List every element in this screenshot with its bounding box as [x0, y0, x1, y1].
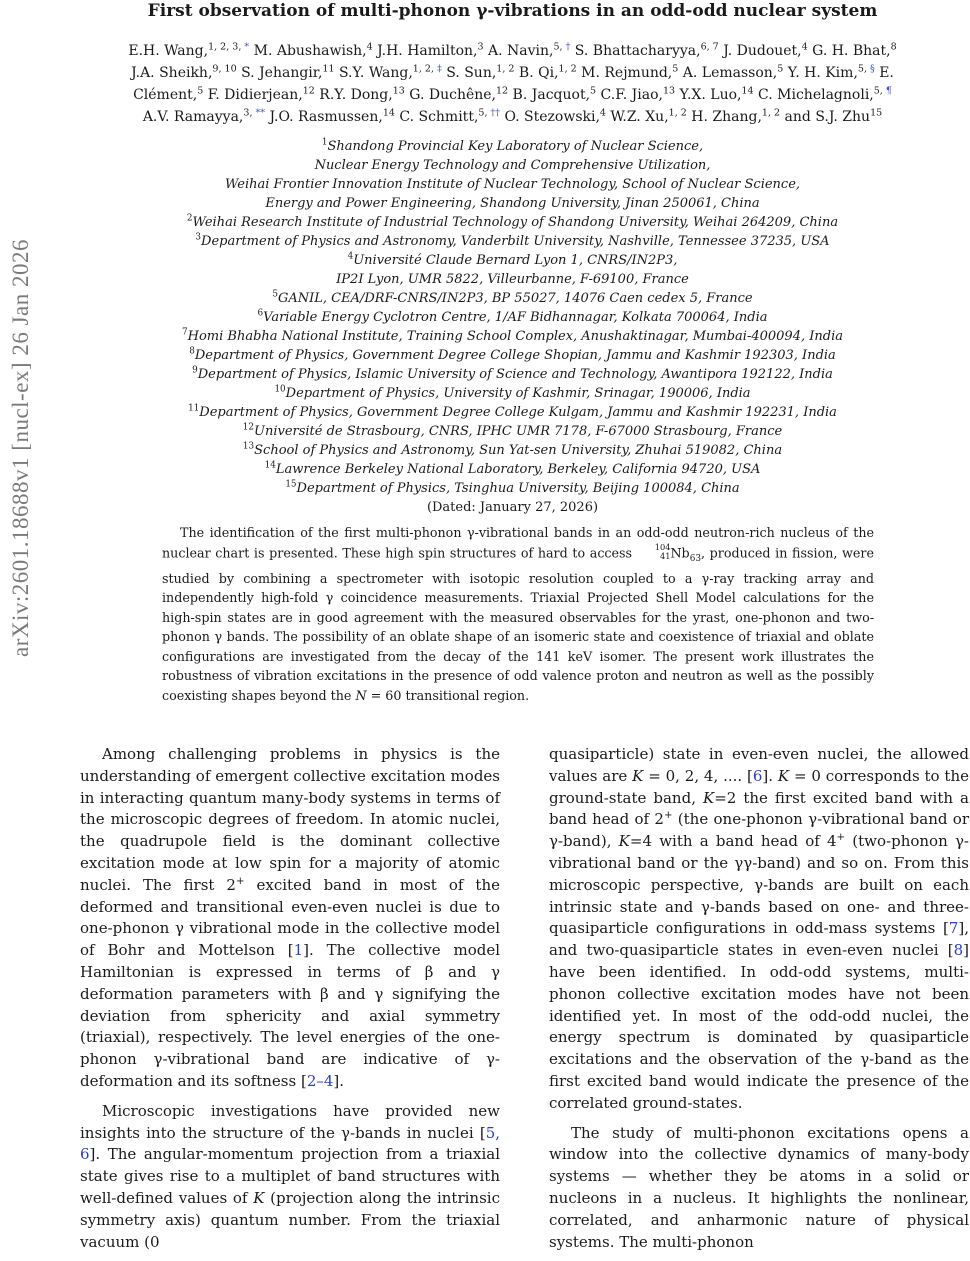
author-line: J.A. Sheikh,$^{9, 10}$ S. Jehangir,$^{11}$ S.Y. Wang,$^{1, 2, \ddagger}$ S. Sun,$^{1, 2}$ B. Qi,$^{1, 2}$ M. Rejmund,$^5$ A. Lemasson,$^5$ Y. H. Kim,$^{5, \S}$ E. [131, 63, 894, 81]
author-line: A.V. Ramayya,$^{3, **}$ J.O. Rasmussen,$^{14}$ C. Schmitt,$^{5, \dagger\dagger}$ O. Stezowski,$^4$ W.Z. Xu,$^{1, 2}$ H. Zhang,$^{1, 2}$ and S.J. Zhu$^{15}$ [142, 107, 883, 125]
affiliation-line: $^2$Weihai Research Institute of Industrial Technology of Shandong University, Weihai 264209, China [186, 213, 839, 230]
arxiv-identifier: arXiv:2601.18688v1 [nucl-ex] 26 Jan 2026 [8, 239, 33, 657]
affiliation-line: Nuclear Energy Technology and Comprehensive Utilization, [314, 158, 711, 173]
abstract: The identification of the first multi-phonon γ-vibrational bands in an odd-odd neutron-rich nucleus of the nuclear chart is presented. These high spin structures of hard to access 104 41 $Nb_{63}$, produced in fission, were studied by combining a spectrometer with isotopic resolution coupled to a γ-ray tracking array and independently high-fold γ coincidence measurements. Triaxial Projected Shell Model calculations for the high-spin states are in good agreement with the measured observables for the yrast, one-phonon and two-phonon γ bands. The possibility of an oblate shape of an isomeric state and coexistence of triaxial and oblate configurations are investigated from the decay of the 141 keV isomer. The present work illustrates the robustness of vibration excitations in the presence of odd valence proton and neutron as well as the possibly coexisting shapes beyond the N = 60 transitional region. [162, 525, 874, 703]
body-paragraph: quasiparticle) state in even-even nuclei, the allowed values are K = 0, 2, 4, .... [6]. K = 0 corresponds to the ground-state band, K=2 the first excited band with a band head of 2+ (the one-phonon γ-vibrational band or γ-band), K=4 with a band head of 4+ (two-phonon γ-vibrational band or the γγ-band) and so on. From this microscopic perspective, γ-bands are built on each intrinsic state and γ-bands based on one- and three- quasiparticle configurations in odd-mass systems [7], and two-quasiparticle states in even-even nuclei [8] have been identified. In odd-odd systems, multi-phonon collective excitation modes have not been identified yet. In most of the odd-odd nuclei, the energy spectrum is dominated by quasiparticle excitations and the observation of the γ-band as the first excited band would indicate the presence of the correlated ground-states. [549, 745, 969, 1112]
affiliation-line: $^9$Department of Physics, Islamic University of Science and Technology, Awantipora 192122, India [192, 365, 833, 382]
affiliation-line: Energy and Power Engineering, Shandong University, Jinan 250061, China [265, 196, 760, 211]
body-column-left [80, 744, 500, 1261]
affiliation-line: $^1$Shandong Provincial Key Laboratory of Nuclear Science, [321, 137, 704, 154]
body-paragraph: The study of multi-phonon excitations opens a window into the collective dynamics of many-body systems — whether they be atoms in a solid or nucleons in a nucleus. It highlights the nonlinear, correlated, and anharmonic nature of physical systems. The multi-phonon [549, 1123, 969, 1251]
affiliation-line: $^{14}$Lawrence Berkeley National Laboratory, Berkeley, California 94720, USA [264, 460, 761, 477]
author-list [60, 40, 965, 128]
affiliation-line: $^6$Variable Energy Cyclotron Centre, 1/AF Bidhannagar, Kolkata 700064, India [257, 308, 768, 325]
affiliation-line: $^3$Department of Physics and Astronomy, Vanderbilt University, Nashville, Tennessee 37235, USA [195, 232, 830, 249]
affiliation-line: $^{12}$Université de Strasbourg, CNRS, IPHC UMR 7178, F-67000 Strasbourg, France [242, 422, 783, 439]
affiliation-line: $^{13}$School of Physics and Astronomy, Sun Yat-sen University, Zhuhai 519082, China [242, 441, 783, 458]
body-paragraph: Among challenging problems in physics is the understanding of emergent collective excitation modes in interacting quantum many-body systems in terms of the microscopic degrees of freedom. In atomic nuclei, the quadrupole field is the dominant collective excitation mode at low spin for a majority of atomic nuclei. The first 2+ excited band in most of the deformed and transitional even-even nuclei is due to one-phonon γ vibrational mode in the collective model of Bohr and Mottelson [1]. The collective model Hamiltonian is expressed in terms of β and γ deformation parameters with β and γ signifying the deviation from sphericity and axial symmetry (triaxial), respectively. The level energies of the one-phonon γ-vibrational band are indicative of γ-deformation and its softness [2–4]. [80, 745, 501, 1090]
body-paragraph: Microscopic investigations have provided new insights into the structure of the γ-bands in nuclei [5, 6]. The angular-momentum projection from a triaxial state gives rise to a multiplet of band structures with well-defined values of K (projection along the intrinsic symmetry axis) quantum number. From the triaxial vacuum (0 [80, 1101, 500, 1251]
affiliation-line: $^{15}$Department of Physics, Tsinghua University, Beijing 100084, China [285, 479, 740, 496]
affiliation-line: $^{10}$Department of Physics, University of Kashmir, Srinagar, 190006, India [274, 384, 751, 401]
affiliation-line: $^7$Homi Bhabha National Institute, Training School Complex, Anushaktinagar, Mumbai-400094, India [182, 327, 843, 344]
paper-title: First observation of multi-phonon γ-vibrations in an odd-odd nuclear system [147, 1, 878, 21]
affiliation-line: $^{11}$Department of Physics, Government Degree College Kulgam, Jammu and Kashmir 192231, India [188, 403, 837, 420]
affiliation-line: $^5$GANIL, CEA/DRF-CNRS/IN2P3, BP 55027, 14076 Caen cedex 5, France [272, 289, 753, 306]
affiliation-line: $^4$Université Claude Bernard Lyon 1, CNRS/IN2P3, [347, 251, 678, 268]
dated-line: (Dated: January 27, 2026) [426, 500, 599, 515]
affiliation-line: Weihai Frontier Innovation Institute of Nuclear Technology, School of Nuclear Science, [224, 177, 801, 192]
affiliation-list [60, 137, 965, 517]
arxiv-sidebar [2, 239, 40, 657]
body-column-right [549, 744, 969, 1261]
author-line: Clément,$^5$ F. Didierjean,$^{12}$ R.Y. Dong,$^{13}$ G. Duchêne,$^{12}$ B. Jacquot,$^5$ C.F. Jiao,$^{13}$ Y.X. Luo,$^{14}$ C. Michelagnoli,$^{5, \P}$ [133, 85, 892, 103]
affiliation-lines [60, 137, 965, 498]
affiliation-line: $^8$Department of Physics, Government Degree College Shopian, Jammu and Kashmir 192303, India [189, 346, 836, 363]
affiliation-line: IP2I Lyon, UMR 5822, Villeurbanne, F-69100, France [336, 272, 689, 287]
author-line: E.H. Wang,$^{1, 2, 3, *}$ M. Abushawish,$^4$ J.H. Hamilton,$^3$ A. Navin,$^{5, \dagger}$ S. Bhattacharyya,$^{6, 7}$ J. Dudouet,$^4$ G. H. Bhat,$^8$ [128, 41, 897, 59]
